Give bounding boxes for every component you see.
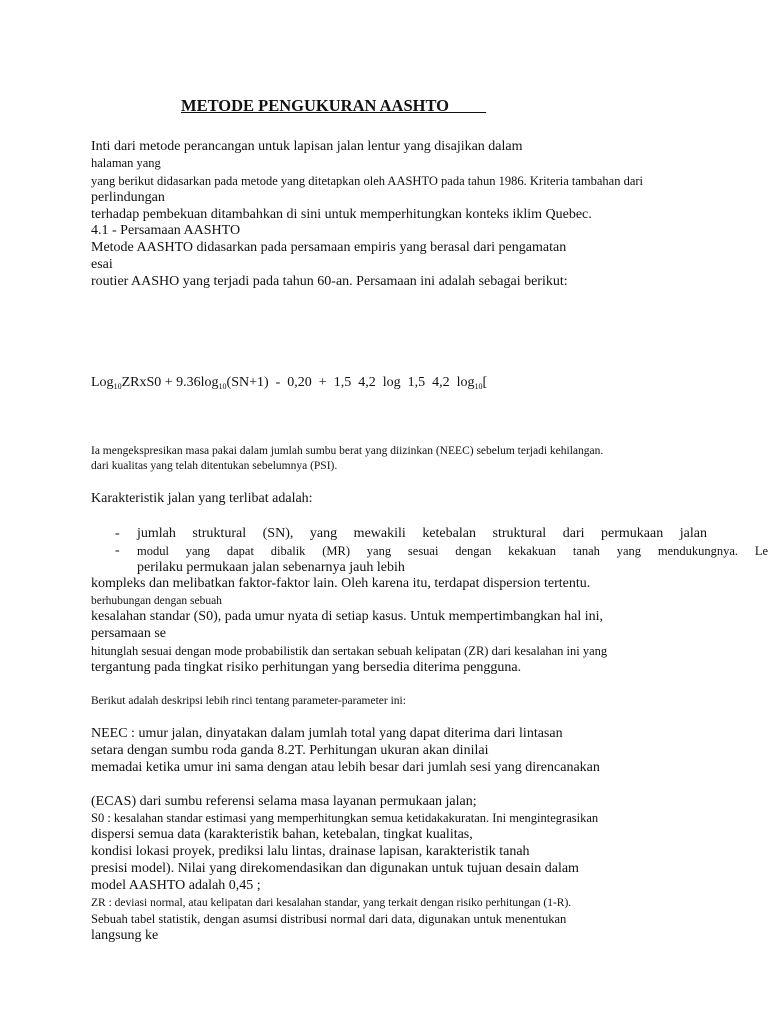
text-line: terhadap pembekuan ditambahkan di sini untuk memperhitungkan konteks iklim Quebec. bbox=[91, 207, 592, 222]
text-line: kompleks dan melibatkan faktor-faktor lain. Oleh karena itu, terdapat dispersion tertentu. bbox=[91, 576, 591, 591]
text-line: setara dengan sumbu roda ganda 8.2T. Perhitungan ukuran akan dinilai bbox=[91, 743, 489, 758]
text-line: Metode AASHTO didasarkan pada persamaan empiris yang berasal dari pengamatan bbox=[91, 240, 567, 255]
bullet-text: jumlah struktural (SN), yang mewakili ketebalan struktural dari permukaan jalan bbox=[137, 526, 707, 541]
text-line: Inti dari metode perancangan untuk lapisan jalan lentur yang disajikan dalam bbox=[91, 139, 523, 154]
text-line: langsung ke bbox=[91, 928, 159, 943]
text-line: memadai ketika umur ini sama dengan atau lebih besar dari jumlah sesi yang direncanakan bbox=[91, 760, 600, 775]
text-line: ZR : deviasi normal, atau kelipatan dari kesalahan standar, yang terkait dengan risiko perhitungan (1-R). bbox=[91, 897, 572, 909]
aashto-formula: Log$_{10}$ZRxS0 + $9.36\log_{10}(SN+1) - 0,20 + 1,5$ 4,2 log 1,5 4,2 $\log_{10}$[ bbox=[91, 375, 488, 391]
text-line: dispersi semua data (karakteristik bahan, ketebalan, tingkat kualitas, bbox=[91, 827, 473, 842]
karakteristik-heading: Karakteristik jalan yang terlibat adalah: bbox=[91, 491, 313, 506]
section-heading: 4.1 - Persamaan AASHTO bbox=[91, 223, 241, 238]
text-line: hitunglah sesuai dengan mode probabilistik dan sertakan sebuah kelipatan (ZR) dari kesalahan ini yang bbox=[91, 644, 608, 658]
text-line: halaman yang bbox=[91, 156, 161, 170]
text-line: Ia mengekspresikan masa pakai dalam jumlah sumbu berat yang diizinkan (NEEC) sebelum terjadi kehilangan. bbox=[91, 445, 604, 457]
text-line: dari kualitas yang telah ditentukan sebelumnya (PSI). bbox=[91, 460, 338, 472]
text-line: esai bbox=[91, 257, 113, 272]
page-title: METODE PENGUKURAN AASHTO bbox=[181, 96, 450, 115]
text-line: routier AASHO yang terjadi pada tahun 60-an. Persamaan ini adalah sebagai berikut: bbox=[91, 274, 568, 289]
text-line: persamaan se bbox=[91, 626, 167, 641]
text-line: Sebuah tabel statistik, dengan asumsi distribusi normal dari data, digunakan untuk menentukan bbox=[91, 912, 567, 926]
text-line: kondisi lokasi proyek, prediksi lalu lintas, drainase lapisan, karakteristik tanah bbox=[91, 844, 530, 859]
text-line: yang berikut didasarkan pada metode yang ditetapkan oleh AASHTO pada tahun 1986. Kriteria tambahan dari bbox=[91, 174, 644, 188]
text-line: kesalahan standar (S0), pada umur nyata di setiap kasus. Untuk mempertimbangkan hal ini, bbox=[91, 609, 604, 624]
bullet-marker: - bbox=[115, 543, 120, 558]
text-line: NEEC : umur jalan, dinyatakan dalam jumlah total yang dapat diterima dari lintasan bbox=[91, 726, 563, 741]
text-line: S0 : kesalahan standar estimasi yang memperhitungkan semua ketidakakuratan. Ini mengintegrasikan bbox=[91, 811, 599, 825]
text-line: berhubungan dengan sebuah bbox=[91, 595, 222, 607]
text-line: model AASHTO adalah 0,45 ; bbox=[91, 878, 261, 893]
bullet-marker: - bbox=[115, 526, 120, 541]
text-line: Berikut adalah deskripsi lebih rinci tentang parameter-parameter ini: bbox=[91, 695, 406, 707]
text-line: perlindungan bbox=[91, 190, 165, 205]
text-line: (ECAS) dari sumbu referensi selama masa layanan permukaan jalan; bbox=[91, 794, 477, 809]
bullet-text-continued: perilaku permukaan jalan sebenarnya jauh lebih bbox=[137, 560, 405, 575]
text-line: presisi model). Nilai yang direkomendasikan dan digunakan untuk tujuan desain dalam bbox=[91, 861, 579, 876]
text-line: tergantung pada tingkat risiko perhitungan yang bersedia diterima pengguna. bbox=[91, 660, 522, 675]
bullet-text: modul yang dapat dibalik (MR) yang sesuai dengan kekakuan tanah yang mendukungnya. Le bbox=[137, 544, 768, 558]
